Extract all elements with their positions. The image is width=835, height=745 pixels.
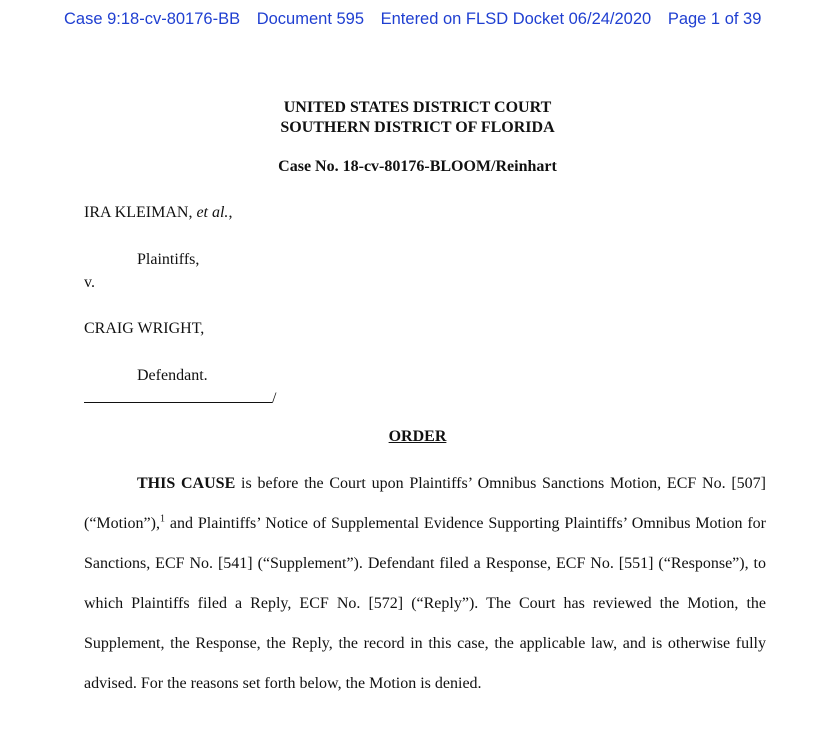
defendant-name: CRAIG WRIGHT, (84, 320, 205, 337)
court-name: UNITED STATES DISTRICT COURT (283, 99, 552, 116)
caption-slash: / (272, 390, 277, 407)
case-number: Case No. 18-cv-80176-BLOOM/Reinhart (278, 158, 557, 175)
order-paragraph (84, 464, 766, 704)
order-title: ORDER (388, 428, 447, 445)
order-body (84, 464, 766, 704)
caption-rule (84, 388, 272, 403)
docket-page-count: Page 1 of 39 (667, 10, 762, 28)
plaintiff-name-text: IRA KLEIMAN, (84, 204, 197, 221)
docket-case-number: Case 9:18-cv-80176-BB (64, 10, 241, 28)
versus: v. (84, 274, 95, 291)
plaintiff-name (84, 204, 232, 222)
footnote-marker: 1 (159, 513, 165, 525)
court-heading (0, 98, 835, 138)
docket-document-number: Document 595 (256, 10, 365, 28)
court-district: SOUTHERN DISTRICT OF FLORIDA (280, 119, 555, 136)
caption-signature-line (84, 388, 276, 408)
plaintiffs-label: Plaintiffs, (137, 251, 200, 268)
et-al: et al. (196, 204, 229, 221)
paragraph-text-1: is before the Court upon Plaintiffs’ Omnibus Sanctions Motion, ECF No. [507] (“Motion”), (84, 475, 766, 532)
docket-stamp (64, 10, 804, 29)
paragraph-text-2: and Plaintiffs’ Notice of Supplemental Evidence Supporting Plaintiffs’ Omnibus Motion for Sanctions, ECF No. [541] (“Supplement”). Defendant filed a Response, ECF No. [551] (“Response”), to which Plaintiffs filed a Reply, ECF No. [572] (“Reply”). The Court has reviewed the Motion, the Supplement, the Response, the Reply, the record in this case, the applicable law, and is otherwise fully advised. For the reasons set forth below, the Motion is denied. (84, 515, 766, 692)
docket-entered-date: Entered on FLSD Docket 06/24/2020 (380, 10, 652, 28)
plaintiff-name-comma: , (228, 204, 233, 221)
this-cause: THIS CAUSE (137, 475, 236, 492)
defendant-label: Defendant. (137, 367, 208, 384)
